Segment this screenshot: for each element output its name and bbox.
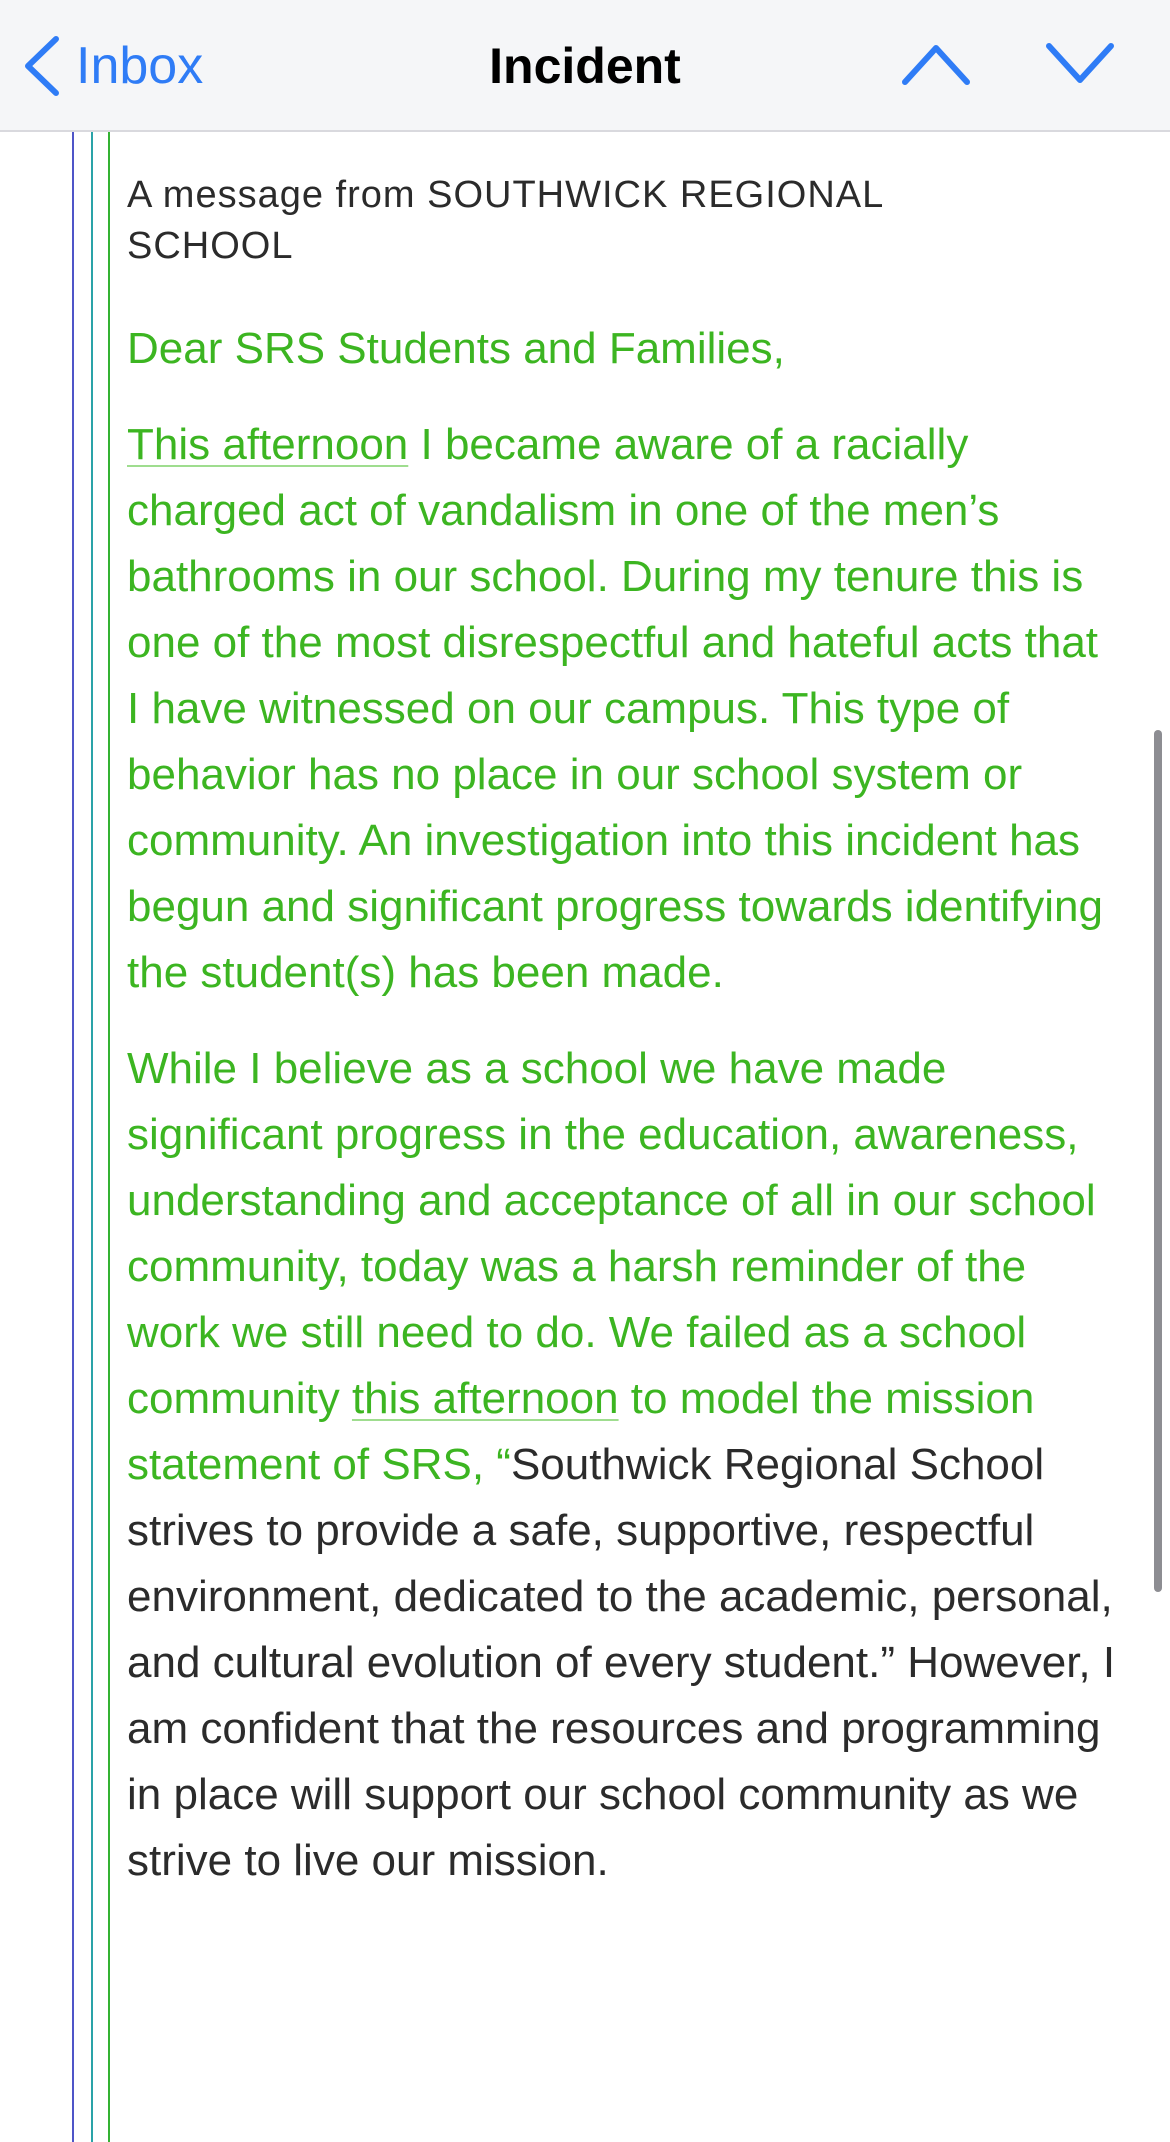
chevron-down-icon bbox=[1045, 42, 1115, 91]
back-label: Inbox bbox=[76, 37, 204, 95]
previous-message-button[interactable] bbox=[896, 40, 976, 92]
mission-statement-text: Southwick Regional School strives to provide a safe, supportive, respectful environment, dedicated to the academic, personal, and cultural evolution of every student.” However, I am confident that the resources and programming in place will support our school community as we strive to live our mission. bbox=[127, 1440, 1116, 1885]
quote-bar-inner bbox=[108, 132, 110, 2142]
date-link-this-afternoon[interactable]: This afternoon bbox=[127, 420, 409, 469]
message-greeting: Dear SRS Students and Families, bbox=[127, 324, 785, 373]
message-body bbox=[127, 170, 1117, 1894]
paragraph-2-text-before-link: While I believe as a school we have made significant progress in the education, awareness, understanding and acceptance of all in our school community, today was a harsh reminder of the work we still need to do. We failed as a school community bbox=[127, 1044, 1096, 1423]
message-paragraph-2 bbox=[127, 1036, 1117, 1894]
date-link-this-afternoon-2[interactable]: this afternoon bbox=[351, 1374, 619, 1423]
message-from-line: A message from SOUTHWICK REGIONAL SCHOOL bbox=[127, 174, 883, 267]
next-message-button[interactable] bbox=[1040, 40, 1120, 92]
quote-bar-middle bbox=[91, 132, 93, 2142]
page-title: Incident bbox=[489, 38, 681, 94]
navigation-bar bbox=[0, 0, 1170, 132]
chevron-up-icon bbox=[901, 42, 971, 91]
quote-bar-outer bbox=[72, 132, 74, 2142]
paragraph-2-text-after-link: to model the mission statement of SRS, “ bbox=[127, 1374, 1035, 1489]
message-paragraph-1 bbox=[127, 412, 1117, 1006]
paragraph-1-text: I became aware of a racially charged act of vandalism in one of the men’s bathrooms in our school. During my tenure this is one of the most disrespectful and hateful acts that I have witnessed on our campus. This type of behavior has no place in our school system or community. An investigation into this incident has begun and significant progress towards identifying the student(s) has been made. bbox=[127, 420, 1103, 997]
scrollbar[interactable] bbox=[1154, 730, 1162, 1592]
